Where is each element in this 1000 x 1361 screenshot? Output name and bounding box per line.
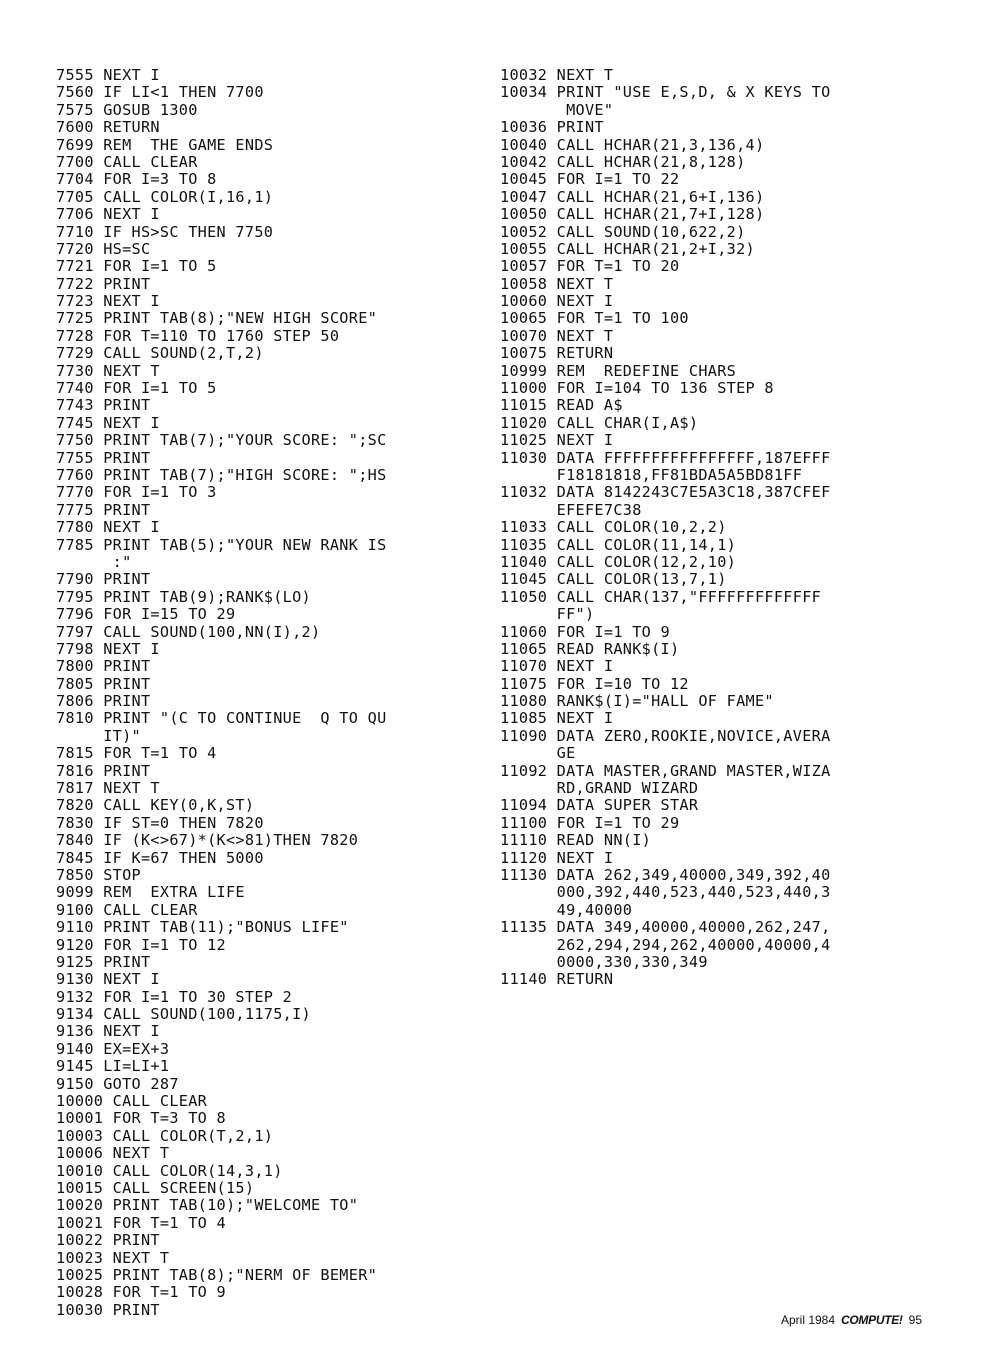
code-line: 7705 CALL COLOR(I,16,1) [56, 187, 274, 206]
code-line: RD,GRAND WIZARD [500, 779, 699, 798]
code-line: F18181818,FF81BDA5A5BD81FF [500, 465, 803, 484]
code-line: 7805 PRINT [56, 674, 151, 693]
page-footer [781, 1313, 922, 1327]
code-line: 10030 PRINT [56, 1300, 160, 1319]
code-line: 11130 DATA 262,349,40000,349,392,40 [500, 865, 831, 884]
code-line: 10015 CALL SCREEN(15) [56, 1179, 255, 1197]
code-line: 9125 PRINT [56, 952, 151, 971]
code-line: 7722 PRINT [56, 274, 151, 293]
code-line: 10057 FOR T=1 TO 20 [500, 257, 680, 276]
code-line: 10058 NEXT T [500, 274, 614, 293]
magazine-name: COMPUTE! [841, 1313, 903, 1327]
code-line: 7785 PRINT TAB(5);"YOUR NEW RANK IS [56, 535, 387, 554]
code-line: 11015 READ A$ [500, 396, 623, 415]
code-line: 7600 RETURN [56, 118, 160, 137]
code-line: 10060 NEXT I [500, 292, 614, 311]
code-line: 11140 RETURN [500, 970, 614, 989]
code-line: 11020 CALL CHAR(I,A$) [500, 413, 699, 432]
code-line: 11065 READ RANK$(I) [500, 639, 680, 658]
code-line: 11094 DATA SUPER STAR [500, 796, 699, 815]
code-line: 7750 PRINT TAB(7);"YOUR SCORE: ";SC [56, 431, 387, 450]
code-line: 7720 HS=SC [56, 239, 151, 258]
code-listing-left-column [56, 67, 486, 1319]
code-line: 11035 CALL COLOR(11,14,1) [500, 535, 737, 554]
code-line: 7817 NEXT T [56, 779, 160, 798]
code-line: 11135 DATA 349,40000,40000,262,247, [500, 918, 831, 937]
code-line: 7730 NEXT T [56, 361, 160, 380]
code-line: 7790 PRINT [56, 570, 151, 589]
code-line: FF") [500, 605, 595, 624]
code-line: 10036 PRINT [500, 118, 604, 137]
code-line: 11025 NEXT I [500, 431, 614, 450]
code-line: 10047 CALL HCHAR(21,6+I,136) [500, 187, 765, 206]
code-line: 262,294,294,262,40000,40000,4 [500, 935, 831, 954]
code-line: 11045 CALL COLOR(13,7,1) [500, 570, 727, 589]
code-line: 7710 IF HS>SC THEN 7750 [56, 222, 274, 241]
code-line: 10022 PRINT [56, 1231, 160, 1250]
code-line: 000,392,440,523,440,523,440,3 [500, 883, 831, 902]
code-line: 7560 IF LI<1 THEN 7700 [56, 83, 264, 102]
code-line: 10040 CALL HCHAR(21,3,136,4) [500, 135, 765, 154]
code-line: 9134 CALL SOUND(100,1175,I) [56, 1005, 311, 1024]
code-line: 11100 FOR I=1 TO 29 [500, 813, 680, 832]
code-line: 9120 FOR I=1 TO 12 [56, 935, 226, 954]
code-line: 11070 NEXT I [500, 657, 614, 676]
code-line: 7796 FOR I=15 TO 29 [56, 605, 236, 624]
code-line: 10001 FOR T=3 TO 8 [56, 1109, 226, 1128]
code-line: 11032 DATA 8142243C7E5A3C18,387CFEF [500, 483, 831, 502]
code-line: 7706 NEXT I [56, 205, 160, 224]
code-line: 7780 NEXT I [56, 518, 160, 537]
code-line: MOVE" [500, 100, 614, 119]
code-line: 11000 FOR I=104 TO 136 STEP 8 [500, 379, 774, 398]
code-line: 7575 GOSUB 1300 [56, 100, 198, 119]
code-line: EFEFE7C38 [500, 500, 642, 519]
code-line: 10065 FOR T=1 TO 100 [500, 309, 689, 328]
code-line: 9100 CALL CLEAR [56, 900, 198, 919]
code-line: 11060 FOR I=1 TO 9 [500, 622, 670, 641]
code-line: 9099 REM EXTRA LIFE [56, 883, 245, 902]
code-line: 7729 CALL SOUND(2,T,2) [56, 344, 264, 363]
code-line: 7740 FOR I=1 TO 5 [56, 379, 217, 398]
code-line: 10045 FOR I=1 TO 22 [500, 170, 680, 189]
code-line: GE [500, 744, 576, 763]
code-line: 10000 CALL CLEAR [56, 1092, 208, 1111]
code-line: 9150 GOTO 287 [56, 1074, 179, 1093]
code-line: 10052 CALL SOUND(10,622,2) [500, 222, 746, 241]
code-line: 7745 NEXT I [56, 413, 160, 432]
code-line: 9140 EX=EX+3 [56, 1039, 170, 1058]
code-line: 7815 FOR T=1 TO 4 [56, 744, 217, 763]
code-line: 10003 CALL COLOR(T,2,1) [56, 1126, 274, 1145]
code-line: 11050 CALL CHAR(137,"FFFFFFFFFFFFF [500, 587, 822, 606]
page-number: 95 [908, 1313, 922, 1327]
code-line: 11090 DATA ZERO,ROOKIE,NOVICE,AVERA [500, 726, 831, 745]
code-line: 7770 FOR I=1 TO 3 [56, 483, 217, 502]
issue-date: April 1984 [780, 1313, 836, 1327]
code-line: 10020 PRINT TAB(10);"WELCOME TO" [56, 1196, 359, 1215]
code-line: 7555 NEXT I [56, 66, 160, 84]
code-line: 7806 PRINT [56, 692, 151, 711]
code-line: 11110 READ NN(I) [500, 831, 652, 850]
code-line: 7797 CALL SOUND(100,NN(I),2) [56, 622, 321, 641]
code-line: 7699 REM THE GAME ENDS [56, 135, 274, 154]
code-line: 7728 FOR T=110 TO 1760 STEP 50 [56, 326, 340, 345]
code-line: 7798 NEXT I [56, 639, 160, 658]
code-line: 7845 IF K=67 THEN 5000 [56, 848, 264, 867]
code-line: 11033 CALL COLOR(10,2,2) [500, 518, 727, 537]
code-line: 7743 PRINT [56, 396, 151, 415]
code-line: 10021 FOR T=1 TO 4 [56, 1213, 226, 1232]
code-line: 7700 CALL CLEAR [56, 152, 198, 171]
code-line: 7800 PRINT [56, 657, 151, 676]
code-line: 10006 NEXT T [56, 1144, 170, 1163]
code-line: 11120 NEXT I [500, 848, 614, 867]
code-line: 10055 CALL HCHAR(21,2+I,32) [500, 239, 755, 258]
code-line: 7723 NEXT I [56, 292, 160, 311]
code-line: 10023 NEXT T [56, 1248, 170, 1267]
code-line: 7760 PRINT TAB(7);"HIGH SCORE: ";HS [56, 465, 387, 484]
code-line: 11075 FOR I=10 TO 12 [500, 674, 689, 693]
code-line: 7755 PRINT [56, 448, 151, 467]
code-line: 10050 CALL HCHAR(21,7+I,128) [500, 205, 765, 224]
code-line: 9130 NEXT I [56, 970, 160, 989]
code-line: 7820 CALL KEY(0,K,ST) [56, 796, 255, 815]
code-line: 10075 RETURN [500, 344, 614, 363]
code-line: 9110 PRINT TAB(11);"BONUS LIFE" [56, 918, 349, 937]
code-line: 9132 FOR I=1 TO 30 STEP 2 [56, 987, 293, 1006]
code-line: :" [56, 552, 132, 571]
code-line: 7725 PRINT TAB(8);"NEW HIGH SCORE" [56, 309, 378, 328]
code-line: 10028 FOR T=1 TO 9 [56, 1283, 226, 1302]
code-line: 0000,330,330,349 [500, 952, 708, 971]
code-line: 10042 CALL HCHAR(21,8,128) [500, 152, 746, 171]
code-line: 7721 FOR I=1 TO 5 [56, 257, 217, 276]
code-line: 7850 STOP [56, 865, 141, 884]
code-line: IT)" [56, 726, 141, 745]
code-line: 11085 NEXT I [500, 709, 614, 728]
code-line: 7840 IF (K<>67)*(K<>81)THEN 7820 [56, 831, 359, 850]
code-line: 7830 IF ST=0 THEN 7820 [56, 813, 264, 832]
code-line: 7816 PRINT [56, 761, 151, 780]
code-line: 10010 CALL COLOR(14,3,1) [56, 1161, 283, 1180]
code-line: 7775 PRINT [56, 500, 151, 519]
code-line: 9136 NEXT I [56, 1022, 160, 1041]
code-line: 10032 NEXT T [500, 66, 614, 84]
code-line: 11080 RANK$(I)="HALL OF FAME" [500, 692, 774, 711]
code-line: 11040 CALL COLOR(12,2,10) [500, 552, 737, 571]
code-line: 7810 PRINT "(C TO CONTINUE Q TO QU [56, 709, 387, 728]
code-line: 10999 REM REDEFINE CHARS [500, 361, 737, 380]
code-line: 49,40000 [500, 900, 633, 919]
code-line: 10025 PRINT TAB(8);"NERM OF BEMER" [56, 1265, 378, 1284]
code-line: 7795 PRINT TAB(9);RANK$(LO) [56, 587, 311, 606]
code-line: 11092 DATA MASTER,GRAND MASTER,WIZA [500, 761, 831, 780]
code-line: 10034 PRINT "USE E,S,D, & X KEYS TO [500, 83, 831, 102]
code-line: 7704 FOR I=3 TO 8 [56, 170, 217, 189]
code-line: 10070 NEXT T [500, 326, 614, 345]
code-listing-right-column [500, 67, 940, 989]
code-line: 11030 DATA FFFFFFFFFFFFFFFF,187EFFF [500, 448, 831, 467]
code-line: 9145 LI=LI+1 [56, 1057, 170, 1076]
